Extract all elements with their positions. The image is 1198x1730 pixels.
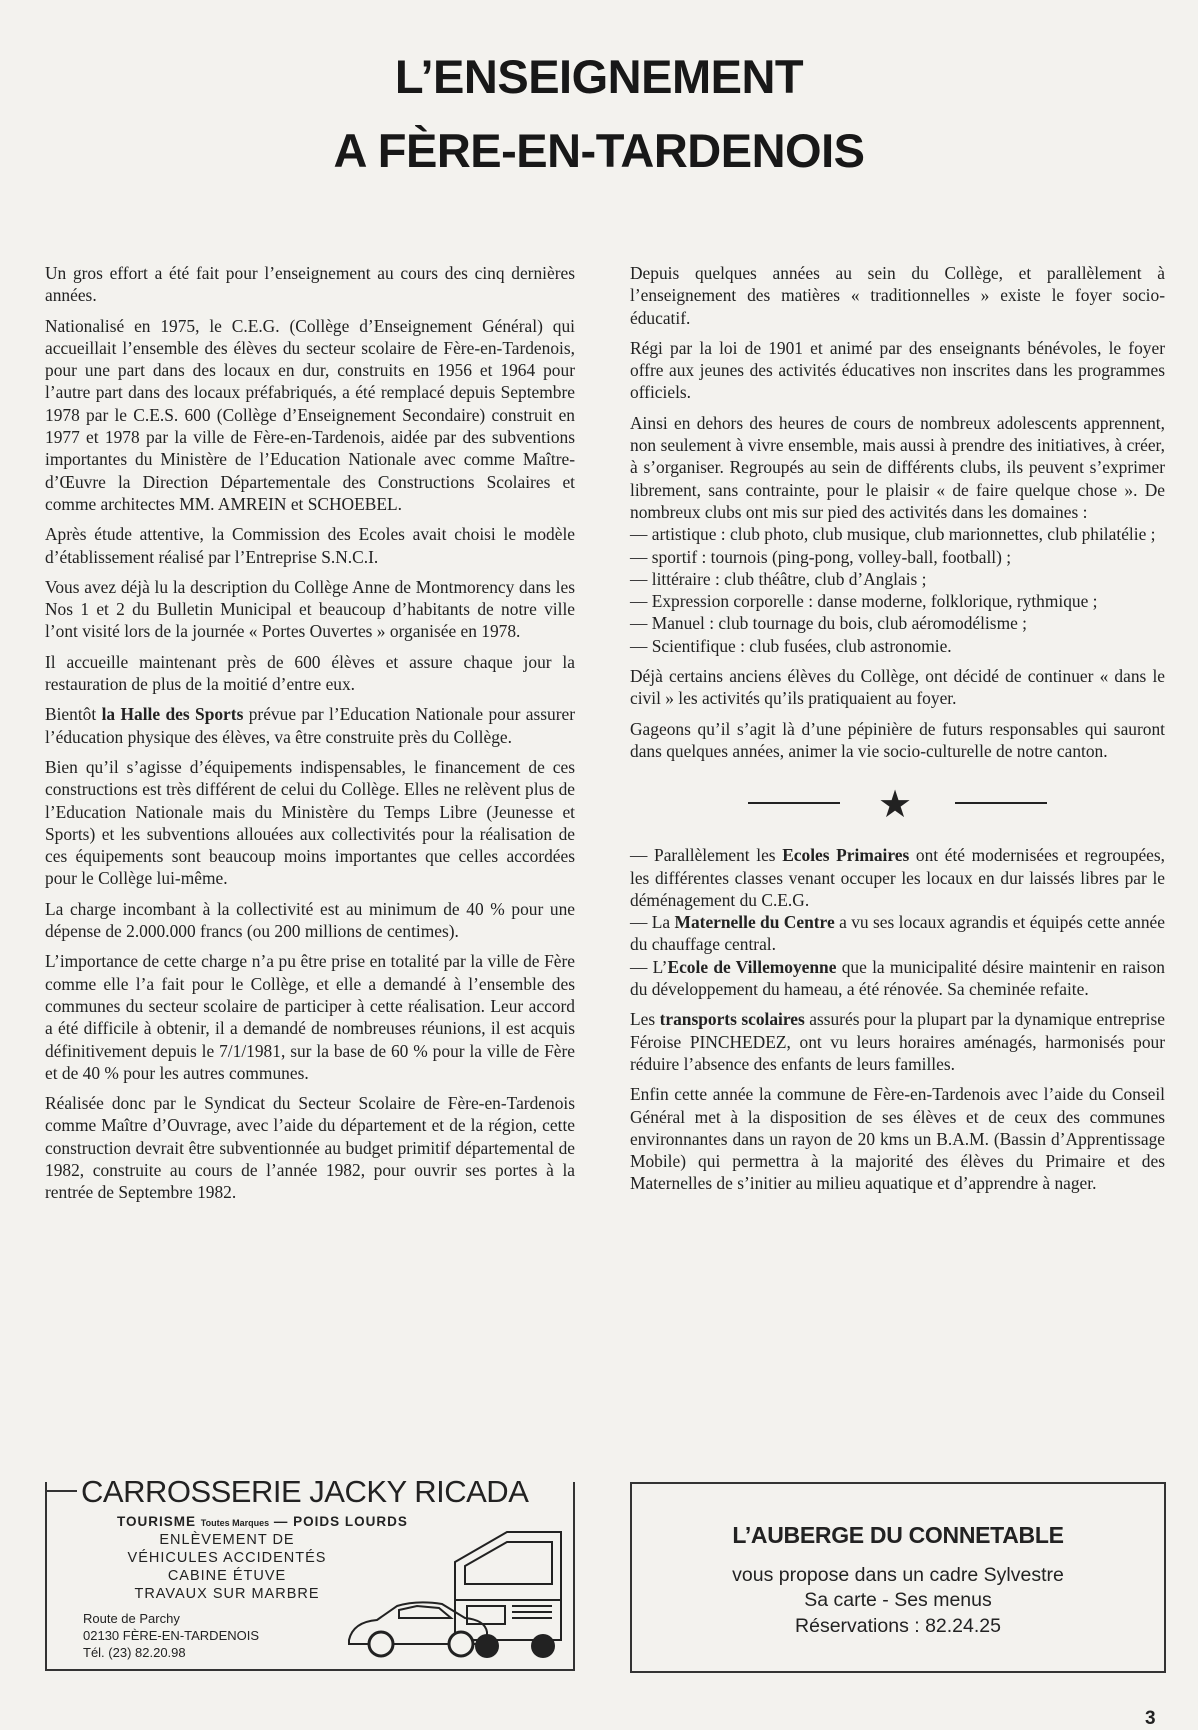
ad-border — [47, 1490, 77, 1492]
paragraph: Gageons qu’il s’agit là d’une pépinière de futurs responsables qui sauront dans quelques années, animer la vie socio-culturelle de notre canton. — [630, 718, 1165, 761]
paragraph: Déjà certains anciens élèves du Collège, ont décidé de continuer « dans le civil » les activités qu’ils pratiquaient au foyer. — [630, 666, 1165, 709]
paragraph: Il accueille maintenant près de 600 élèves et assure chaque jour la restauration de plus de la moitié d’entre eux. — [45, 651, 575, 695]
list-item: — artistique : club photo, club musique, club marionnettes, club philatélie ; — [630, 524, 1156, 545]
list-item: — littéraire : club théâtre, club d’Anglais ; — [630, 568, 927, 589]
transports-scolaires: transports scolaires — [659, 1009, 805, 1030]
right-column — [630, 262, 1165, 1203]
page-number: 3 — [1145, 1708, 1156, 1729]
ad-auberge-name: L’AUBERGE DU CONNETABLE — [732, 1522, 1064, 1548]
ad-carrosserie-services: ENLÈVEMENT DE VÉHICULES ACCIDENTÉS CABINE ÉTUVE TRAVAUX SUR MARBRE — [127, 1532, 327, 1602]
ecole-de-villemoyenne: Ecole de Villemoyenne — [667, 956, 837, 977]
paragraph: Bien qu’il s’agisse d’équipements indispensables, le financement de ces constructions est très différent de celui du Collège. Elles ne relèvent plus de l’Education Nationale mais du Ministère du Temps Libre (Jeunesse et Sports) et les subventions allouées aux collectivités pour la réalisation de ces équipements sont beaucoup moins importantes que celles accordées pour le Collège lui-même. — [45, 756, 575, 889]
truck-and-car-illustration-icon — [347, 1522, 569, 1662]
paragraph: — L’Ecole de Villemoyenne que la municipalité désire maintenir en raison du développement du hameau, a été rénovée. Sa cheminée refaite. — [630, 956, 1165, 1000]
paragraph: La charge incombant à la collectivité est au minimum de 40 % pour une dépense de 2.000.000 francs (ou 200 millions de centimes). — [45, 898, 575, 942]
maternelle-du-centre: Maternelle du Centre — [674, 912, 835, 933]
ad-border — [573, 1482, 575, 1669]
paragraph: Régi par la loi de 1901 et animé par des enseignants bénévoles, le foyer offre aux jeunes des activités éducatives non inscrites dans les programmes officiels. — [630, 337, 1165, 403]
ad-carrosserie — [45, 1474, 575, 1671]
paragraph: Un gros effort a été fait pour l’enseignement au cours des cinq dernières années. — [45, 263, 575, 306]
list-item: — Manuel : club tournage du bois, club aéromodélisme ; — [630, 613, 1027, 634]
star-icon: ★ — [878, 782, 913, 827]
list-item: — Expression corporelle : danse moderne, folklorique, rythmique ; — [630, 591, 1098, 612]
paragraph: Bientôt la Halle des Sports prévue par l’Education Nationale pour assurer l’éducation physique des élèves, va être construite près du Collège. — [45, 704, 575, 747]
ad-carrosserie-address: Route de Parchy 02130 FÈRE-EN-TARDENOIS Tél. (23) 82.20.98 — [83, 1611, 260, 1660]
paragraph: L’importance de cette charge n’a pu être prise en totalité par la ville de Fère comme elle l’a fait pour le Collège, et elle a demandé à l’ensemble des communes du secteur scolaire de participer à cette réalisation. Leur accord a été difficile à obtenir, il a demandé de nombreuses réunions, il est acquis définitivement depuis le 7/1/1981, sur la base de 60 % pour la ville de Fère et de 40 % pour les autres communes. — [45, 951, 575, 1083]
paragraph: Enfin cette année la commune de Fère-en-Tardenois avec l’aide du Conseil Général met à la disposition de ses élèves et de ceux des communes environnantes dans un rayon de 20 kms un B.A.M. (Bassin d’Apprentissage Mobile) qui permettra à la majorité des élèves du Primaire et des Maternelles de s’initier au milieu aquatique et d’apprendre à nager. — [630, 1084, 1165, 1194]
ad-auberge-line: vous propose dans un cadre Sylvestre — [732, 1564, 1064, 1586]
paragraph: Ainsi en dehors des heures de cours de nombreux adolescents apprennent, non seulement à vivre ensemble, mais aussi à prendre des initiatives, à créer, à s’organiser. Regroupés au sein de différents clubs, ils peuvent s’exprimer librement, sans contrainte, pour le plaisir « de faire quelque chose ». De nombreux clubs ont mis sur pied des activités dans les domaines : — [630, 412, 1165, 522]
ad-auberge — [630, 1482, 1166, 1673]
star-separator — [630, 780, 1165, 828]
halle-des-sports: la Halle des Sports — [101, 704, 244, 725]
ecoles-primaires: Ecoles Primaires — [782, 845, 910, 866]
paragraph: — La Maternelle du Centre a vu ses locaux agrandis et équipés cette année du chauffage central. — [630, 912, 1165, 955]
paragraph: Les transports scolaires assurés pour la plupart par la dynamique entreprise Féroise PINCHEDEZ, ont vu leurs horaires aménagés, harmonisés pour réduire l’absence des enfants de leurs familles. — [630, 1009, 1165, 1074]
paragraph: Nationalisé en 1975, le C.E.G. (Collège d’Enseignement Général) qui accueillait l’ensemble des élèves du secteur scolaire de Fère-en-Tardenois, pour une part dans des locaux en dur, construits en 1956 et 1964 pour l’autre part dans des locaux préfabriqués, a été remplacé depuis Septembre 1978 par le C.E.S. 600 (Collège d’Enseignement Secondaire) construit en 1977 et 1978 par la ville de Fère-en-Tardenois, aidée par des subventions importantes du Ministère de l’Education Nationale avec comme Maître-d’Œuvre la Direction Départementale des Constructions Scolaires et comme architectes MM. AMREIN et SCHOEBEL. — [45, 315, 575, 514]
page-title-line1: L’ENSEIGNEMENT — [394, 50, 804, 103]
paragraph: Depuis quelques années au sein du Collège, et parallèlement à l’enseignement des matières « traditionnelles » existe le foyer socio-éducatif. — [630, 263, 1165, 328]
ad-auberge-reservations: Réservations : 82.24.25 — [795, 1615, 1001, 1637]
left-column — [45, 262, 575, 1212]
paragraph: Après étude attentive, la Commission des Ecoles avait choisi le modèle d’établissement réalisé par l’Entreprise S.N.C.I. — [45, 524, 575, 567]
ad-auberge-line: Sa carte - Ses menus — [804, 1589, 992, 1611]
list-item: — Scientifique : club fusées, club astronomie. — [630, 635, 952, 656]
list-item: — sportif : tournois (ping-pong, volley-ball, football) ; — [630, 546, 1012, 567]
separator-line — [955, 802, 1047, 804]
paragraph: Vous avez déjà lu la description du Collège Anne de Montmorency dans les Nos 1 et 2 du Bulletin Municipal et beaucoup d’habitants de notre ville l’ont visité lors de la journée « Portes Ouvertes » organisée en 1978. — [45, 576, 575, 642]
separator-line — [748, 802, 840, 804]
paragraph: — Parallèlement les Ecoles Primaires ont été modernisées et regroupées, les différentes classes venant occuper les locaux en dur laissés libres par le déménagement du C.E.G. — [630, 845, 1165, 910]
paragraph: Réalisée donc par le Syndicat du Secteur Scolaire de Fère-en-Tardenois comme Maître d’Ouvrage, avec l’aide du département et de la région, cette construction devrait être subventionnée au budget primitif départemental de 1982, construite au cours de l’année 1982, pour ouvrir ses portes à la rentrée de Septembre 1982. — [45, 1093, 575, 1203]
ad-carrosserie-name: CARROSSERIE JACKY RICADA — [81, 1474, 529, 1509]
page-title-line2: A FÈRE-EN-TARDENOIS — [333, 124, 865, 177]
ad-carrosserie-tagline: TOURISME Toutes Marques — POIDS LOURDS — [117, 1514, 408, 1529]
